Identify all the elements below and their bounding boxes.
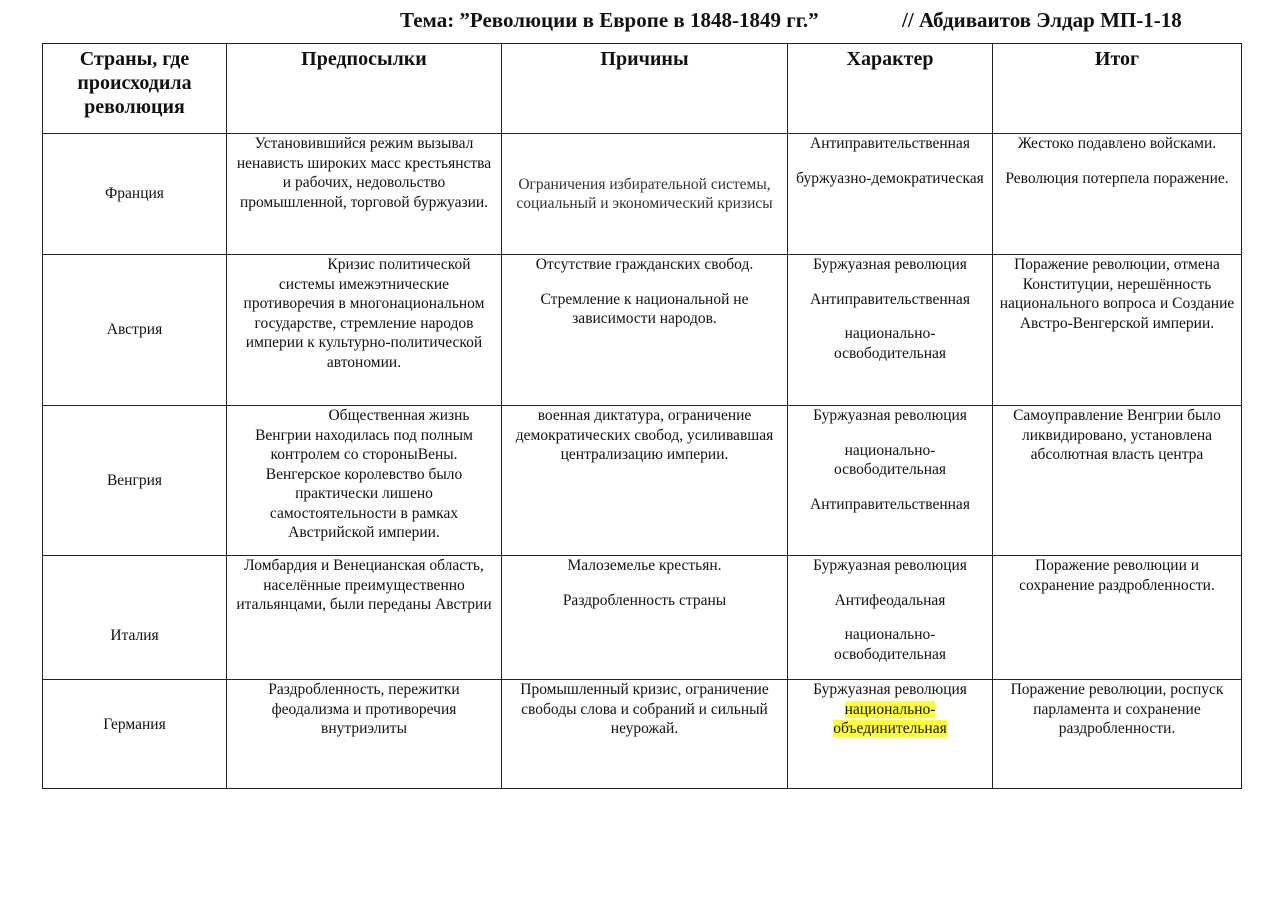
character-cell xyxy=(788,134,993,255)
highlighted-character-text: национально-объединительная xyxy=(833,700,947,737)
result-line: Самоуправление Венгрии было ликвидировано, установлена абсолютная власть центра xyxy=(1013,407,1221,463)
column-header-causes: Причины xyxy=(502,44,788,134)
result-line: Поражение революции, отмена Конституции, нерешённость национального вопроса и Создание Австро-Венгерской империи. xyxy=(999,256,1235,332)
result-line: Поражение революции, роспуск парламента и сохранение раздробленности. xyxy=(1010,681,1224,737)
character-line: национально-освободительная xyxy=(833,441,947,478)
causes-cell xyxy=(502,406,788,556)
character-line: Антиправительственная xyxy=(810,290,970,308)
character-line: Буржуазная революция xyxy=(813,407,967,424)
result-line: Поражение революции и сохранение раздробленности. xyxy=(1019,557,1215,594)
character-line: национально-освободительная xyxy=(833,325,947,362)
country-cell xyxy=(43,680,227,789)
character-cell xyxy=(788,556,993,680)
country-label: Италия xyxy=(110,626,159,644)
character-line: Буржуазная революция xyxy=(813,256,967,273)
country-cell: Венгрия xyxy=(43,406,227,556)
country-cell: Австрия xyxy=(43,255,227,406)
country-cell: Франция xyxy=(43,134,227,255)
character-line: Антиправительственная xyxy=(810,135,970,152)
result-line: Революция потерпела поражение. xyxy=(1005,169,1229,187)
column-header-prerequisites: Предпосылки xyxy=(227,44,502,134)
causes-cell xyxy=(502,556,788,680)
revolutions-table xyxy=(42,43,1242,789)
prerequisites-cell: Установившийся режим вызывал ненависть широких масс крестьянства и рабочих, недовольство промышленной, торговой буржуазии. xyxy=(227,134,502,255)
column-header-result: Итог xyxy=(993,44,1242,134)
prerequisites-cell: Ломбардия и Венецианская область, населённые преимущественно итальянцами, были переданы Австрии xyxy=(227,556,502,680)
character-line: Буржуазная революция xyxy=(813,557,967,574)
result-cell xyxy=(993,680,1242,789)
result-cell xyxy=(993,406,1242,556)
causes-line: Ограничения избирательной системы, социальный и экономический кризисы xyxy=(516,175,773,212)
table-row-france xyxy=(43,134,1242,255)
character-line: Антиправительственная xyxy=(810,495,970,513)
document-author: // Абдиваитов Элдар МП-1-18 xyxy=(902,8,1182,32)
character-line: Антифеодальная xyxy=(834,591,946,609)
document-title: Тема: ”Революции в Европе в 1848-1849 гг.” xyxy=(400,8,819,32)
causes-cell xyxy=(502,255,788,406)
column-header-character: Характер xyxy=(788,44,993,134)
country-cell xyxy=(43,556,227,680)
character-cell xyxy=(788,406,993,556)
table-header-row xyxy=(43,44,1242,134)
country-label: Германия xyxy=(103,716,166,733)
prerequisites-cell xyxy=(227,406,502,556)
causes-line: военная диктатура, ограничение демократических свобод, усиливавшая централизацию империи. xyxy=(515,407,774,463)
character-cell xyxy=(788,680,993,789)
table-row-hungary xyxy=(43,406,1242,556)
causes-line: Раздробленность страны xyxy=(562,591,727,609)
result-cell xyxy=(993,134,1242,255)
result-line: Жестоко подавлено войсками. xyxy=(1017,135,1217,152)
result-cell xyxy=(993,255,1242,406)
prerequisites-text: Общественная жизнь Венгрии находилась под полным контролем со стороныВены. Венгерское королевство было практически лишено самостоятельности в рамках Австрийской империи. xyxy=(255,407,473,541)
character-line: национально-освободительная xyxy=(833,626,947,663)
column-header-countries: Страны, где происходила революция xyxy=(43,44,227,134)
causes-line: Стремление к национальной не зависимости народов. xyxy=(540,290,749,327)
causes-cell xyxy=(502,134,788,255)
causes-line: Промышленный кризис, ограничение свободы слова и собраний и сильный неурожай. xyxy=(520,681,769,737)
prerequisites-cell xyxy=(227,255,502,406)
document-title-line xyxy=(0,8,1280,38)
causes-cell xyxy=(502,680,788,789)
result-cell xyxy=(993,556,1242,680)
table-row-italy xyxy=(43,556,1242,680)
prerequisites-cell: Раздробленность, пережитки феодализма и противоречия внутриэлиты xyxy=(227,680,502,789)
causes-line: Отсутствие гражданских свобод. xyxy=(535,256,754,273)
causes-line: Малоземелье крестьян. xyxy=(567,557,722,574)
character-cell xyxy=(788,255,993,406)
table-row-austria xyxy=(43,255,1242,406)
table-row-germany xyxy=(43,680,1242,789)
prerequisites-text: Кризис политической системы имежэтнические противоречия в многонациональном государстве, стремление народов империи к культурно-политической автономии. xyxy=(243,256,485,371)
character-line: Буржуазная революция xyxy=(813,681,967,698)
character-line: буржуазно-демократическая xyxy=(796,169,984,187)
